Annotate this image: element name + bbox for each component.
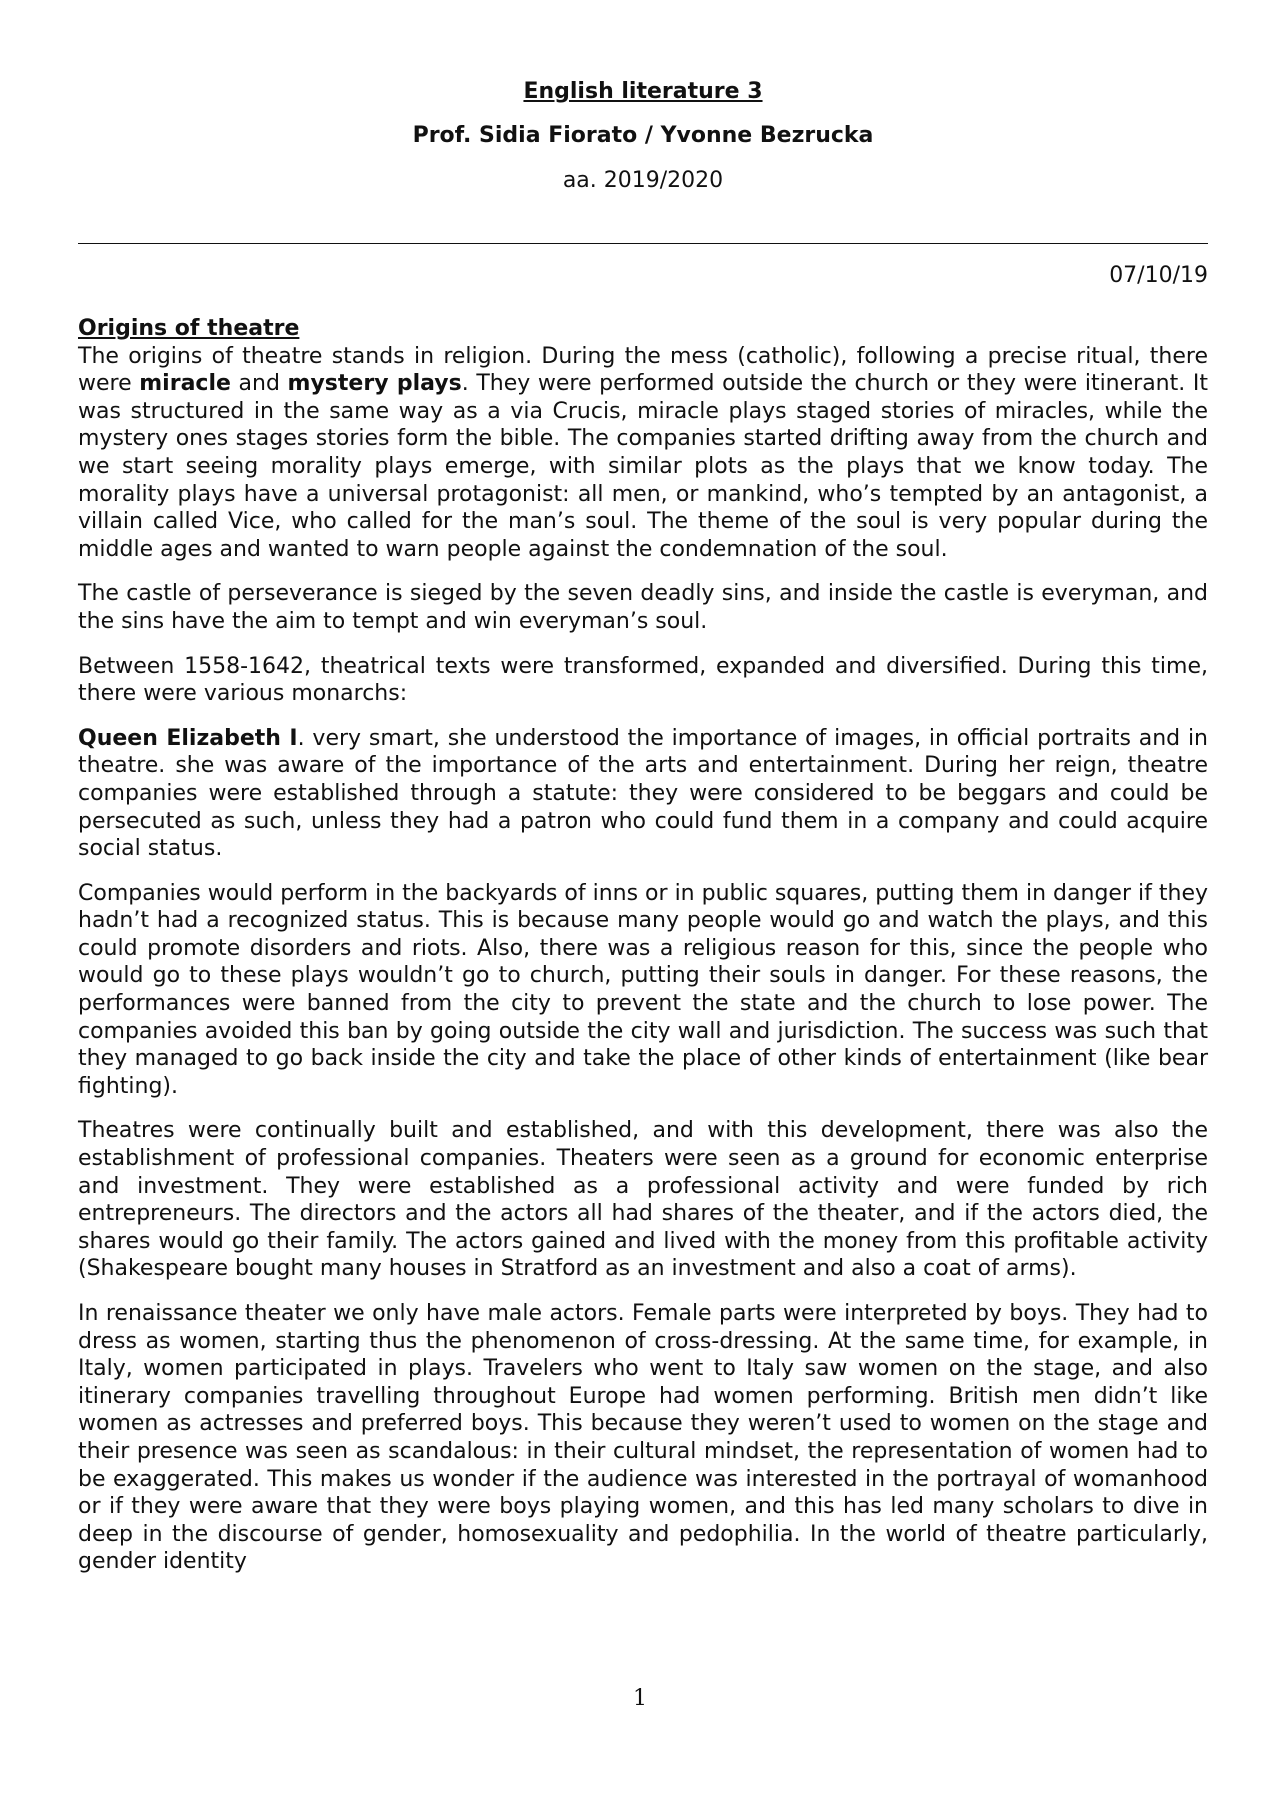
lecture-date: 07/10/19 [1109, 263, 1208, 288]
bold-term: miracle [139, 371, 231, 397]
academic-year: aa. 2019/2020 [562, 168, 724, 193]
paragraph-origins [78, 343, 1208, 564]
text-run: The origins of theatre stands in religion. During the mess (catholic), following a precise ritual, there were [78, 343, 1208, 397]
text-run: and [230, 371, 288, 397]
paragraph-castle: The castle of perseverance is sieged by the seven deadly sins, and inside the castle is everyman, and the sins have the aim to tempt and win everyman’s soul. [78, 581, 1208, 634]
professors-line: Prof. Sidia Fiorato / Yvonne Bezrucka [412, 123, 874, 148]
section-heading: Origins of theatre [78, 316, 300, 341]
text-run: . They were performed outside the church or they were itinerant. It was structured in the same way as a via Crucis, miracle plays staged stories of miracles, while the mystery ones stages stories form the bible. The companies started drifting away from the church and we start seeing morality plays emerge, with similar plots as the plays that we know today. The morality plays have a universal protagonist: all men, or mankind, who’s tempted by an antagonist, a villain called Vice, who called for the man’s soul. The theme of the soul is very popular during the middle ages and wanted to warn people against the condemnation of the soul. [78, 371, 1208, 562]
paragraph-theatres: Theatres were continually built and established, and with this development, there was also the establishment of professional companies. Theaters were seen as a ground for economic enterprise and investment. They were established as a professional activity and were funded by rich entrepreneurs. The directors and the actors all had shares of the theater, and if the actors died, the shares would go their family. The actors gained and lived with the money from this profitable activity (Shakespeare bought many houses in Stratford as an investment and also a coat of arms). [78, 1118, 1208, 1282]
course-title: English literature 3 [523, 79, 763, 104]
paragraph-renaissance: In renaissance theater we only have male actors. Female parts were interpreted by boys. They had to dress as women, starting thus the phenomenon of cross-dressing. At the same time, for example, in Italy, women participated in plays. Travelers who went to Italy saw women on the stage, and also itinerary companies travelling throughout Europe had women performing. British men didn’t like women as actresses and preferred boys. This because they weren’t used to women on the stage and their presence was seen as scandalous: in their cultural mindset, the representation of women had to be exaggerated. This makes us wonder if the audience was interested in the portrayal of womanhood or if they were aware that they were boys playing women, and this has led many scholars to dive in deep in the discourse of gender, homosexuality and pedophilia. In the world of theatre particularly, gender identity [78, 1301, 1208, 1575]
bold-term: Queen Elizabeth I [78, 725, 298, 751]
header-divider [78, 243, 1208, 244]
paragraph-companies: Companies would perform in the backyards of inns or in public squares, putting them in danger if they hadn’t had a recognized status. This is because many people would go and watch the plays, and this could promote disorders and riots. Also, there was a religious reason for this, since the people who would go to these plays wouldn’t go to church, putting their souls in danger. For these reasons, the performances were banned from the city to prevent the state and the church to lose power. The companies avoided this ban by going outside the city wall and jurisdiction. The success was such that they managed to go back inside the city and take the place of other kinds of entertainment (like bear fighting). [78, 880, 1208, 1099]
document-body [78, 315, 1208, 1593]
bold-term: mystery plays [287, 371, 462, 397]
text-run: . very smart, she understood the importance of images, in official portraits and in theatre. she was aware of the importance of the arts and entertainment. During her reign, theatre companies were established through a statute: they were considered to be beggars and could be persecuted as such, unless they had a patron who could fund them in a company and could acquire social status. [78, 725, 1208, 862]
paragraph-monarchs: Between 1558-1642, theatrical texts were transformed, expanded and diversified. During this time, there were various monarchs: [78, 653, 1208, 707]
page-number: 1 [633, 1686, 647, 1711]
paragraph-elizabeth [78, 725, 1208, 863]
